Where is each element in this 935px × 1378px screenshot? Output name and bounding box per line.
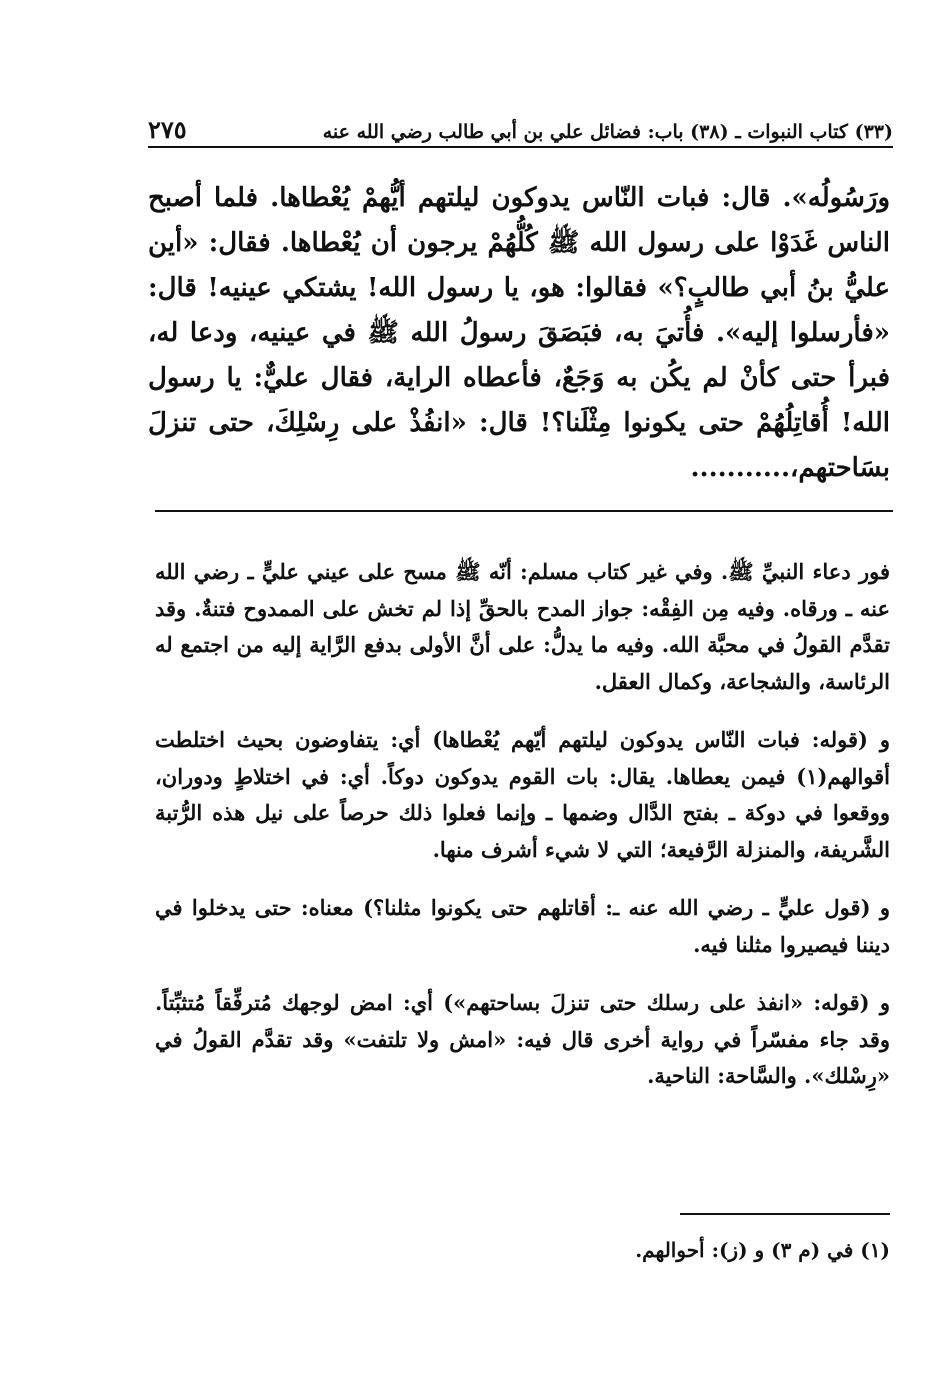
page-header bbox=[148, 112, 893, 148]
commentary-paragraph: فور دعاء النبيِّ ﷺ. وفي غير كتاب مسلم: أنّه ﷺ مسح على عيني عليٍّ ـ رضي الله عنه ـ ورقاه. وفيه مِن الفِقْه: جواز المدح بالحقِّ إذا لم تخش على الممدوح فتنةٌ. وقد تقدَّم القولُ في محبَّة الله. وفيه ما يدلُّ: على أنَّ الأولى بدفع الرَّاية إليه من اجتمع له الرئاسة، والشجاعة، وكمال العقل. bbox=[155, 559, 890, 694]
footnote: (١) في (م ٣) و (ز): أحوالهم. bbox=[635, 1238, 890, 1262]
commentary-paragraph: و (قوله: «انفذ على رسلك حتى تنزلَ بساحتهم») أي: امض لوجهك مُترفِّقاً مُتثبِّتاً. وقد جاء مفسّراً في رواية أخرى قال فيه: «امش ولا تلتفت» وقد تقدَّم القولُ في «رِسْلك». والسَّاحة: الناحية. bbox=[155, 990, 890, 1088]
hadith-text bbox=[148, 176, 890, 491]
page-number: ٢٧٥ bbox=[148, 115, 187, 144]
commentary-block bbox=[155, 554, 890, 1117]
text-commentary-divider bbox=[155, 510, 893, 512]
running-title: (٣٣) كتاب النبوات ـ (٣٨) باب: فضائل علي بن أبي طالب رضي الله عنه bbox=[322, 121, 893, 143]
commentary-paragraph: و (قوله: فبات النّاس يدوكون ليلتهم أيّهم يُعْطاها) أي: يتفاوضون بحيث اختلطت أقوالهم(١) فيمن يعطاها. يقال: بات القوم يدوكون دوكاً. أي: في اختلاطٍ ودوران، ووقعوا في دوكة ـ بفتح الدَّال وضمها ـ وإنما فعلوا ذلك حرصاً على نيل هذه الرُّتبة الشَّريفة، والمنزلة الرَّفيعة؛ التي لا شيء أشرف منها. bbox=[155, 727, 890, 862]
commentary-paragraph: و (قول عليٍّ ـ رضي الله عنه ـ: أقاتلهم حتى يكونوا مثلنا؟) معناه: حتى يدخلوا في ديننا فيصيروا مثلنا فيه. bbox=[155, 895, 890, 957]
footnote-divider bbox=[680, 1213, 890, 1215]
hadith-paragraph: ورَسُولُه». قال: فبات النّاس يدوكون ليلتهم أيُّهمْ يُعْطاها. فلما أصبح الناس غَدَوْا على رسول الله ﷺ كُلُّهُمْ يرجون أن يُعْطاها. فقال: «أين عليُّ بنُ أبي طالبٍ؟» فقالوا: هو، يا رسول الله! يشتكي عينيه! قال: «فأرسلوا إليه». فأُتيَ به، فبَصَقَ رسولُ الله ﷺ في عينيه، ودعا له، فبرأ حتى كأنْ لم يكُن به وَجَعٌ، فأعطاه الراية، فقال عليٌّ: يا رسول الله! أُقاتِلُهُمْ حتى يكونوا مِثْلَنا؟! قال: «انفُذْ على رِسْلِكَ، حتى تنزلَ بسَاحتهم،........... bbox=[148, 183, 890, 483]
